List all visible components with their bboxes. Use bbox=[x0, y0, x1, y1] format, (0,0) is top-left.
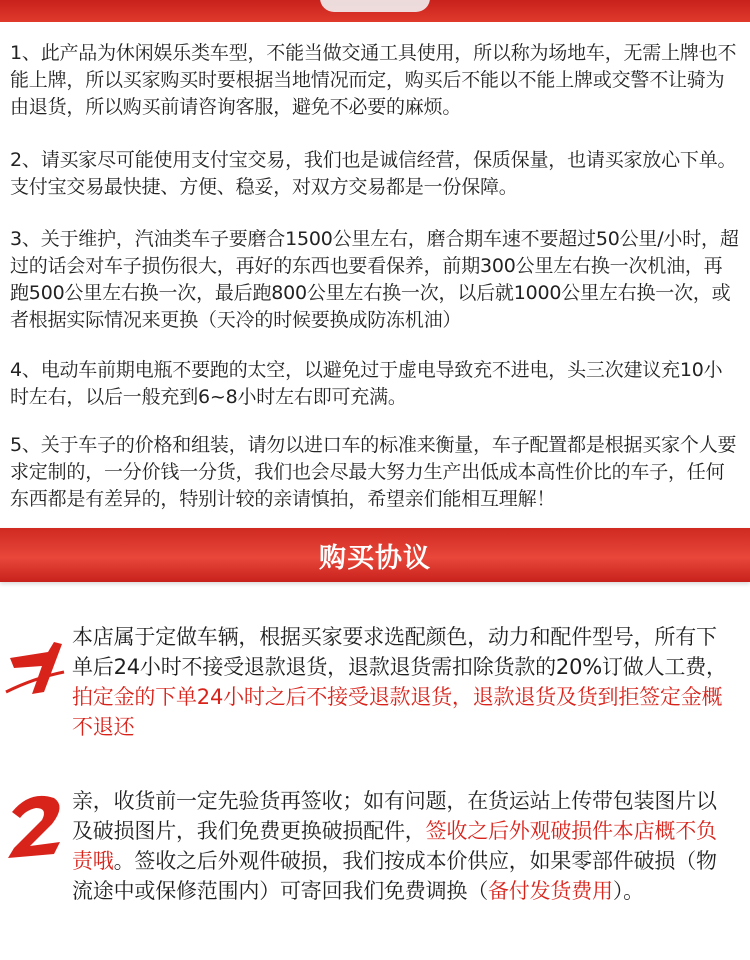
agreement-1-highlight: 拍定金的下单24小时之后不接受退款退货，退款退货及货到拒签定金概不退还 bbox=[72, 685, 723, 739]
notice-3: 3、关于维护，汽油类车子要磨合1500公里左右，磨合期车速不要超过50公里/小时，超过的话会对车子损伤很大，再好的东西也要看保养，前期300公里左右换一次机油，再跑500公里左右换一次，最后跑800公里左右换一次，以后就1000公里左右换一次，或者根据实际情况来更换（天冷的时候要换成防冻机油） bbox=[10, 228, 739, 331]
top-banner-tab bbox=[320, 0, 430, 12]
agreement-2-plain-2: 。签收之后外观件破损，我们按成本价供应，如果零部件破损（物流途中或保修范围内）可寄回我们免费调换（ bbox=[72, 849, 717, 903]
number-2-icon bbox=[4, 786, 68, 866]
agreement-2-plain-1: 亲，收货前一定先验货再签收；如有问题，在货运站上传带包装图片以及破损图片，我们免费更换破损配件， bbox=[72, 789, 717, 843]
notice-2: 2、请买家尽可能使用支付宝交易，我们也是诚信经营，保质保量，也请买家放心下单。支付宝交易最快捷、方便、稳妥，对双方交易都是一份保障。 bbox=[10, 149, 737, 198]
notice-4: 4、电动车前期电瓶不要跑的太空，以避免过于虚电导致充不进电，头三次建议充10小时左右，以后一般充到6~8小时左右即可充满。 bbox=[10, 359, 723, 408]
number-1-icon bbox=[4, 622, 68, 702]
agreement-1-text bbox=[72, 622, 732, 742]
section-title: 购买协议 bbox=[319, 543, 431, 574]
agreement-2-highlight-2: 备付发货费用 bbox=[488, 879, 613, 903]
section-banner bbox=[0, 528, 750, 582]
agreement-1-plain: 本店属于定做车辆，根据买家要求选配颜色，动力和配件型号，所有下单后24小时不接受退款退货，退款退货需扣除货款的20%订做人工费， bbox=[72, 625, 727, 679]
notice-1: 1、此产品为休闲娱乐类车型，不能当做交通工具使用，所以称为场地车，无需上牌也不能上牌，所以买家购买时要根据当地情况而定，购买后不能以不能上牌或交警不让骑为由退货，所以购买前请咨询客服，避免不必要的麻烦。 bbox=[10, 42, 737, 118]
agreement-2-text bbox=[72, 786, 732, 906]
top-banner bbox=[0, 0, 750, 22]
agreement-2-plain-3: ）。 bbox=[612, 879, 644, 903]
notice-5: 5、关于车子的价格和组装，请勿以进口车的标准来衡量，车子配置都是根据买家个人要求定制的，一分价钱一分货，我们也会尽最大努力生产出低成本高性价比的车子，任何东西都是有差异的，特别计较的亲请慎拍，希望亲们能相互理解！ bbox=[10, 434, 737, 510]
agreement-2-highlight-1: 签收之后外观破损件本店概不负责哦 bbox=[72, 819, 717, 873]
